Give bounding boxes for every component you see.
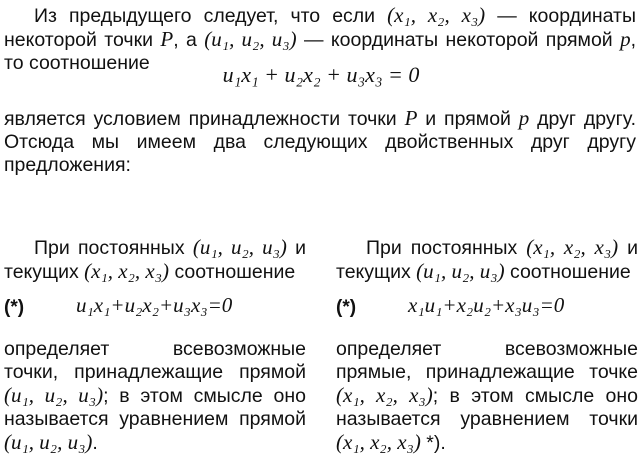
line-equation-formula: u₁x₁+u₂x₂+u₃x₃=0	[76, 293, 233, 317]
point-symbol: P	[160, 27, 174, 51]
math: (x₁, x₂, x₃)	[526, 235, 619, 259]
text: соотношение	[504, 261, 631, 283]
text: и текущих	[336, 237, 638, 283]
right-formula-row	[336, 291, 638, 326]
point-equation-formula: x₁u₁+x₂u₂+x₃u₃=0	[408, 293, 565, 317]
text: определяет всевозможные точки, принадлежащие прямой	[4, 338, 306, 383]
formula-marker: (*)	[336, 297, 357, 318]
paragraph-condition	[4, 107, 636, 177]
right-column-tail	[336, 338, 638, 455]
point-symbol: P	[404, 106, 418, 130]
math: (x₁, x₂, x₃)	[336, 430, 421, 454]
point-coordinates: (x₁, x₂, x₃)	[387, 3, 486, 27]
math: (x₁, x₂, x₃)	[84, 259, 170, 283]
text: ; в этом смысле оно называется уравнением прямой	[4, 385, 306, 430]
text: Из предыдущего следует, что если	[34, 5, 388, 27]
math: (x₁, x₂, x₃)	[336, 383, 433, 407]
text: друг другу. Отсюда мы имеем два следующих двойственных друг другу предложения:	[4, 108, 636, 176]
left-column-tail	[4, 338, 306, 455]
left-column-lead	[4, 236, 306, 284]
line-symbol: p	[620, 27, 631, 51]
line-symbol: p	[518, 106, 530, 130]
line-coordinates: (u₁, u₂, u₃)	[204, 27, 297, 51]
text: ; в этом смысле оно называется уравнением точки	[336, 385, 638, 430]
text: , то соотношение	[4, 29, 637, 74]
text: и прямой	[417, 108, 519, 130]
text: является условием принадлежности точки	[4, 108, 405, 130]
text: .	[92, 432, 98, 454]
math: (u₁, u₂, u₃)	[4, 430, 93, 454]
text: соотношение	[169, 261, 296, 283]
right-column	[336, 236, 638, 455]
text: определяет всевозможные прямые, принадлежащие точке	[336, 338, 638, 383]
incidence-equation: u₁x₁ + u₂x₂ + u₃x₃ = 0	[222, 62, 420, 87]
text: *).	[420, 432, 446, 454]
math: (u₁, u₂, u₃)	[416, 259, 505, 283]
math: (u₁, u₂, u₃)	[4, 383, 104, 407]
text: При постоянных	[34, 237, 193, 259]
text: — координаты некоторой прямой	[296, 29, 621, 51]
text: При постоянных	[366, 237, 527, 259]
text: и текущих	[4, 237, 307, 283]
text: — координаты некоторой точки	[4, 5, 636, 51]
right-column-lead	[336, 236, 638, 284]
formula-marker: (*)	[4, 297, 25, 318]
left-column	[4, 236, 306, 455]
math: (u₁, u₂, u₃)	[192, 235, 287, 259]
text: , а	[173, 29, 205, 51]
left-formula-row	[4, 291, 306, 326]
